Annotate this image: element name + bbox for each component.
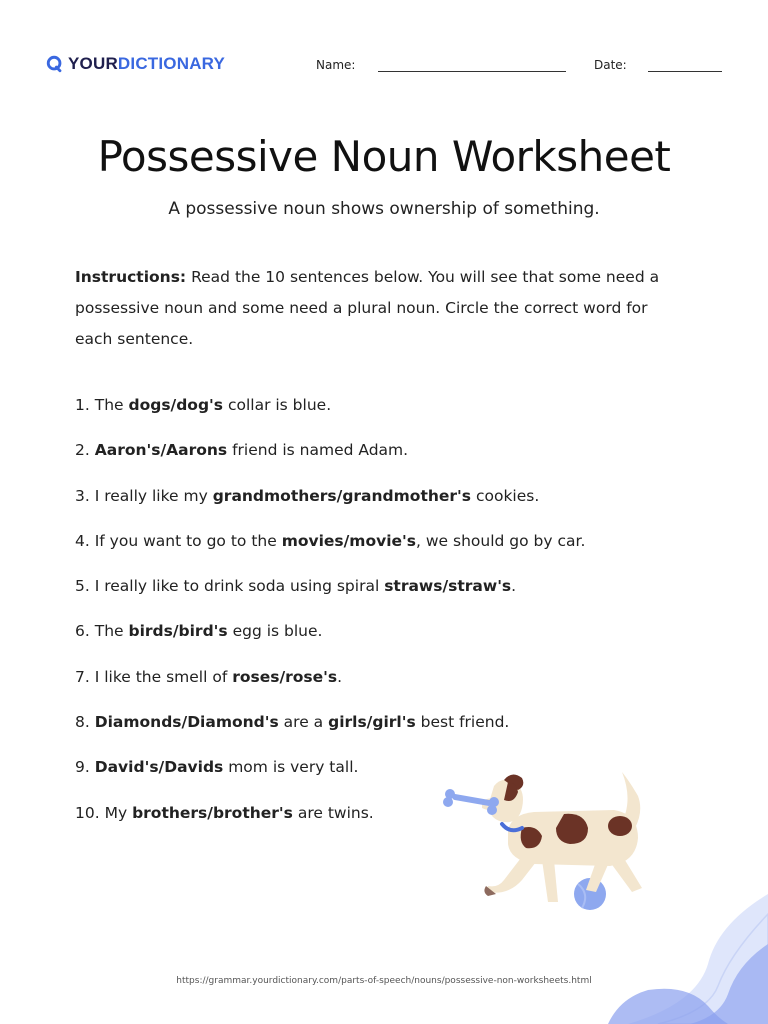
source-url[interactable]: https://grammar.yourdictionary.com/parts-of-speech/nouns/possessive-non-worksheets.html [176, 976, 592, 986]
question-8 [75, 707, 635, 752]
question-text: are twins. [292, 803, 374, 822]
question-text: I really like to drink soda using spiral [89, 577, 385, 596]
answer-choice[interactable]: Diamonds/Diamond's [94, 713, 279, 732]
answer-choice[interactable]: girls/girl's [328, 713, 416, 732]
answer-choice[interactable]: grandmothers/grandmother's [212, 486, 472, 505]
question-number: 2. [75, 441, 90, 460]
answer-choice[interactable]: dogs/dog's [128, 396, 224, 414]
question-number: 9. [75, 758, 90, 777]
question-text: I like the smell of [89, 667, 233, 686]
question-text: . [337, 667, 343, 686]
question-7 [75, 662, 635, 707]
question-4 [75, 526, 635, 571]
answer-choice[interactable]: birds/bird's [128, 622, 228, 641]
question-text: collar is blue. [223, 396, 332, 414]
question-text: friend is named Adam. [227, 441, 409, 460]
instructions-label: Instructions: [75, 268, 187, 286]
answer-choice[interactable]: straws/straw's [384, 577, 512, 596]
name-label: Name: [316, 58, 356, 72]
instructions [75, 262, 685, 355]
logo-dictionary-text: DICTIONARY [117, 54, 226, 73]
answer-choice[interactable]: roses/rose's [232, 667, 338, 686]
answer-choice[interactable]: movies/movie's [281, 531, 417, 550]
bone-icon [443, 789, 499, 815]
question-text: If you want to go to the [89, 531, 282, 550]
question-text: mom is very tall. [223, 758, 359, 777]
question-number: 10. [75, 803, 100, 822]
question-2 [75, 435, 635, 480]
question-number: 6. [75, 622, 90, 641]
question-1 [75, 390, 635, 435]
instructions-text: Read the 10 sentences below. You will see that some need a possessive noun and some need a plural noun. Circle the correct word for each sentence. [75, 268, 660, 348]
question-text: are a [278, 713, 329, 732]
question-text: cookies. [471, 486, 540, 505]
question-text: The [89, 622, 129, 641]
dog-illustration [438, 752, 658, 914]
question-3 [75, 481, 635, 526]
question-number: 8. [75, 713, 90, 732]
worksheet-title: Possessive Noun Worksheet [97, 132, 671, 181]
yourdictionary-logo [46, 54, 225, 74]
question-text: The [89, 396, 129, 414]
question-text: I really like my [89, 486, 213, 505]
question-text: best friend. [415, 713, 510, 732]
question-text: . [511, 577, 517, 596]
question-5 [75, 571, 635, 616]
question-text: egg is blue. [227, 622, 323, 641]
worksheet-subtitle: A possessive noun shows ownership of something. [168, 199, 600, 219]
answer-choice[interactable]: Aaron's/Aarons [94, 441, 228, 460]
date-label: Date: [594, 58, 627, 72]
question-number: 4. [75, 531, 90, 550]
question-number: 3. [75, 486, 90, 505]
magnifier-logo-icon [46, 55, 64, 73]
question-text: My [99, 803, 133, 822]
answer-choice[interactable]: brothers/brother's [132, 803, 293, 822]
question-number: 1. [75, 396, 90, 414]
logo-your-text: YOUR [68, 54, 118, 73]
question-number: 7. [75, 667, 90, 686]
question-text: , we should go by car. [416, 531, 586, 550]
question-6 [75, 616, 635, 661]
question-number: 5. [75, 577, 90, 596]
answer-choice[interactable]: David's/Davids [94, 758, 224, 777]
date-field-line[interactable] [648, 71, 722, 72]
decorative-waves [568, 894, 768, 1024]
name-field-line[interactable] [378, 71, 566, 72]
